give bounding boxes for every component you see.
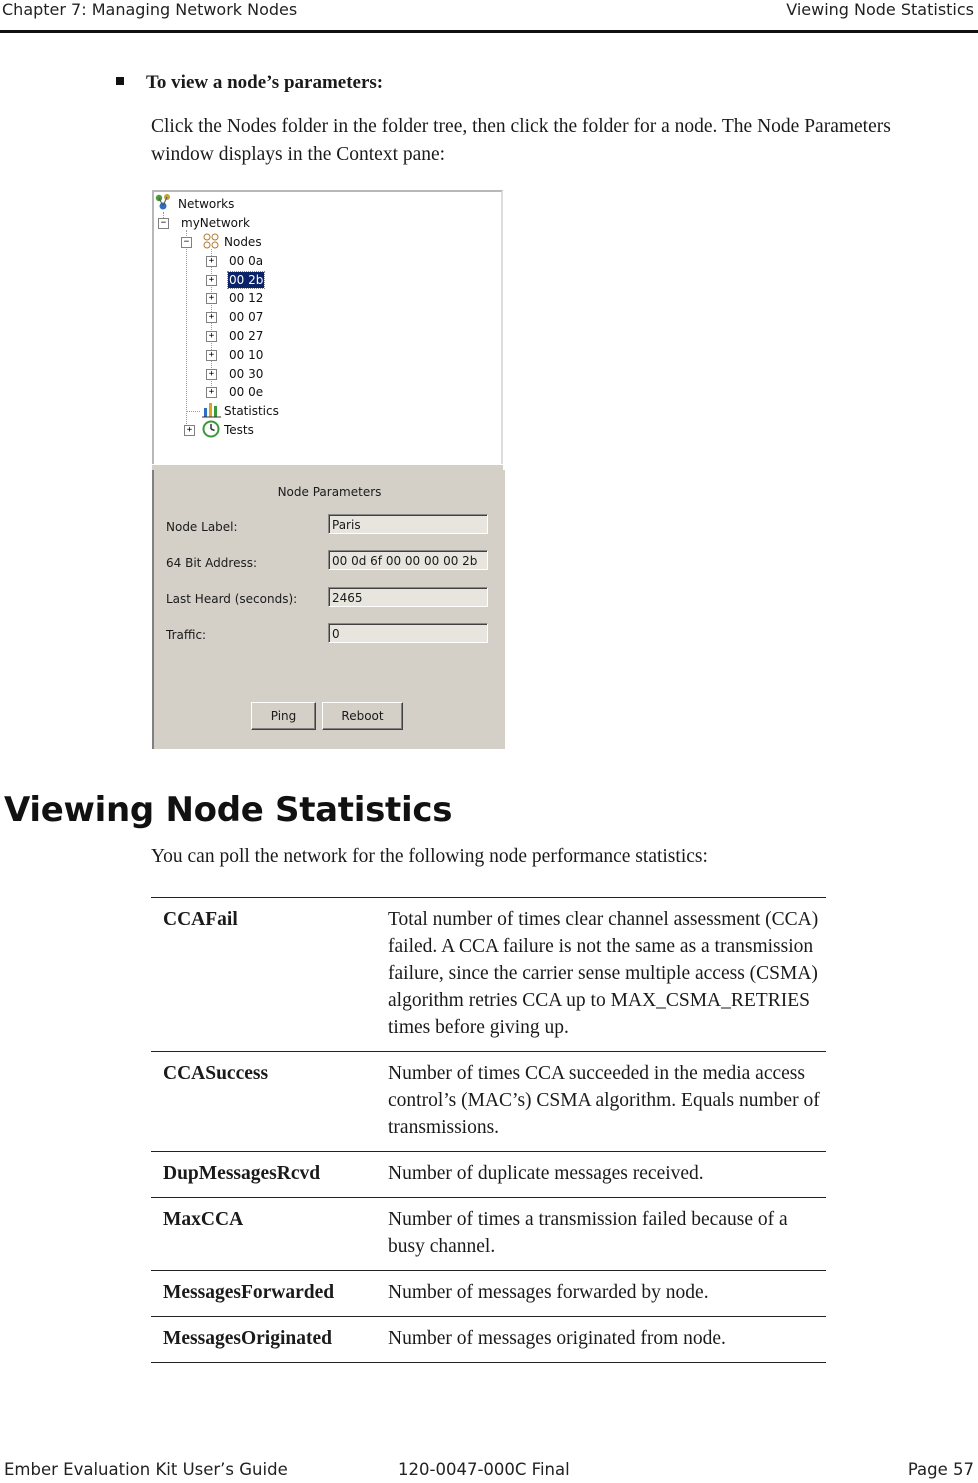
- stat-definition: Number of duplicate messages received.: [388, 1163, 704, 1184]
- table-row: [151, 1052, 826, 1152]
- footer-doc-number: 120-0047-000C Final: [398, 1460, 570, 1479]
- tree-item-tests[interactable]: Tests: [224, 423, 254, 437]
- tree-item-node[interactable]: 00 10: [229, 348, 264, 362]
- tree-item-statistics[interactable]: Statistics: [224, 404, 279, 418]
- header-section: Viewing Node Statistics: [786, 0, 974, 19]
- expand-icon[interactable]: +: [184, 425, 195, 436]
- expand-icon[interactable]: +: [206, 331, 217, 342]
- tests-clock-icon: [202, 420, 220, 438]
- procedure-heading: [116, 72, 383, 94]
- field-label: Last Heard (seconds):: [166, 592, 298, 606]
- stat-term: MessagesForwarded: [163, 1282, 335, 1303]
- traffic-field[interactable]: 0: [328, 623, 488, 643]
- stat-term: CCASuccess: [163, 1063, 269, 1084]
- node-parameters-screenshot: [152, 190, 503, 749]
- table-row: [151, 1152, 826, 1198]
- running-header: [0, 0, 978, 33]
- nodes-folder-icon: [202, 232, 220, 250]
- tree-item-node[interactable]: 00 07: [229, 310, 264, 324]
- stat-definition: Total number of times clear channel assessment (CCA) failed. A CCA failure is not the same as a transmission failure, since the carrier sense multiple access (CSMA) algorithm retries CCA up to MAX_CSMA_RETRIES times before giving up.: [388, 909, 819, 1038]
- ping-button[interactable]: Ping: [251, 702, 316, 730]
- procedure-heading-text: To view a node’s parameters:: [146, 72, 384, 93]
- collapse-icon[interactable]: −: [181, 237, 192, 248]
- statistics-table: [151, 897, 826, 1363]
- tree-item-node[interactable]: 00 0a: [229, 254, 264, 268]
- field-label: Traffic:: [166, 628, 207, 642]
- stat-term: MaxCCA: [163, 1209, 244, 1230]
- stat-term: DupMessagesRcvd: [163, 1163, 321, 1184]
- expand-icon[interactable]: +: [206, 275, 217, 286]
- stat-definition: Number of times CCA succeeded in the media access control’s (MAC’s) CSMA algorithm. Equals number of transmissions.: [388, 1063, 820, 1138]
- tree-item-node[interactable]: 00 27: [229, 329, 264, 343]
- field-label: 64 Bit Address:: [166, 556, 258, 570]
- procedure-text: Click the Nodes folder in the folder tree, then click the folder for a node. The Node Parameters window displays in the Context pane:: [151, 116, 891, 165]
- last-heard-field[interactable]: 2465: [328, 587, 488, 607]
- section-intro: You can poll the network for the following node performance statistics:: [151, 846, 708, 867]
- tree-item-node[interactable]: 00 0e: [229, 385, 264, 399]
- tree-item-node[interactable]: 00 12: [229, 291, 264, 305]
- stat-definition: Number of messages forwarded by node.: [388, 1282, 709, 1303]
- address-field[interactable]: 00 0d 6f 00 00 00 00 2b: [328, 550, 488, 570]
- expand-icon[interactable]: +: [206, 312, 217, 323]
- folder-tree: [152, 190, 503, 466]
- footer-page-number: Page 57: [907, 1460, 974, 1479]
- statistics-icon: [202, 400, 222, 418]
- tree-item-node-selected[interactable]: 00 2b: [229, 273, 264, 287]
- field-label: Node Label:: [166, 520, 238, 534]
- expand-icon[interactable]: +: [206, 350, 217, 361]
- table-row: [151, 898, 826, 1052]
- tree-item-nodes[interactable]: Nodes: [224, 235, 262, 249]
- expand-icon[interactable]: +: [206, 293, 217, 304]
- header-chapter: Chapter 7: Managing Network Nodes: [2, 0, 298, 19]
- stat-term: MessagesOriginated: [163, 1328, 332, 1349]
- square-bullet-icon: [116, 77, 124, 85]
- panel-title: Node Parameters: [277, 485, 382, 499]
- stat-term: CCAFail: [163, 909, 238, 930]
- table-row: [151, 1198, 826, 1271]
- stat-definition: Number of messages originated from node.: [388, 1328, 726, 1349]
- tree-item-networks[interactable]: Networks: [178, 197, 235, 211]
- tree-item-node[interactable]: 00 30: [229, 367, 264, 381]
- expand-icon[interactable]: +: [206, 387, 217, 398]
- table-row: [151, 1317, 826, 1363]
- reboot-button[interactable]: Reboot: [322, 702, 403, 730]
- expand-icon[interactable]: +: [206, 256, 217, 267]
- expand-icon[interactable]: +: [206, 369, 217, 380]
- footer-title: Ember Evaluation Kit User’s Guide: [4, 1460, 288, 1479]
- node-parameters-panel: [152, 470, 505, 749]
- section-title: Viewing Node Statistics: [4, 790, 453, 830]
- collapse-icon[interactable]: −: [158, 218, 169, 229]
- network-icon: [155, 193, 173, 211]
- node-label-field[interactable]: Paris: [328, 514, 488, 534]
- table-row: [151, 1271, 826, 1317]
- tree-item-mynetwork[interactable]: myNetwork: [181, 216, 250, 230]
- stat-definition: Number of times a transmission failed because of a busy channel.: [388, 1209, 788, 1257]
